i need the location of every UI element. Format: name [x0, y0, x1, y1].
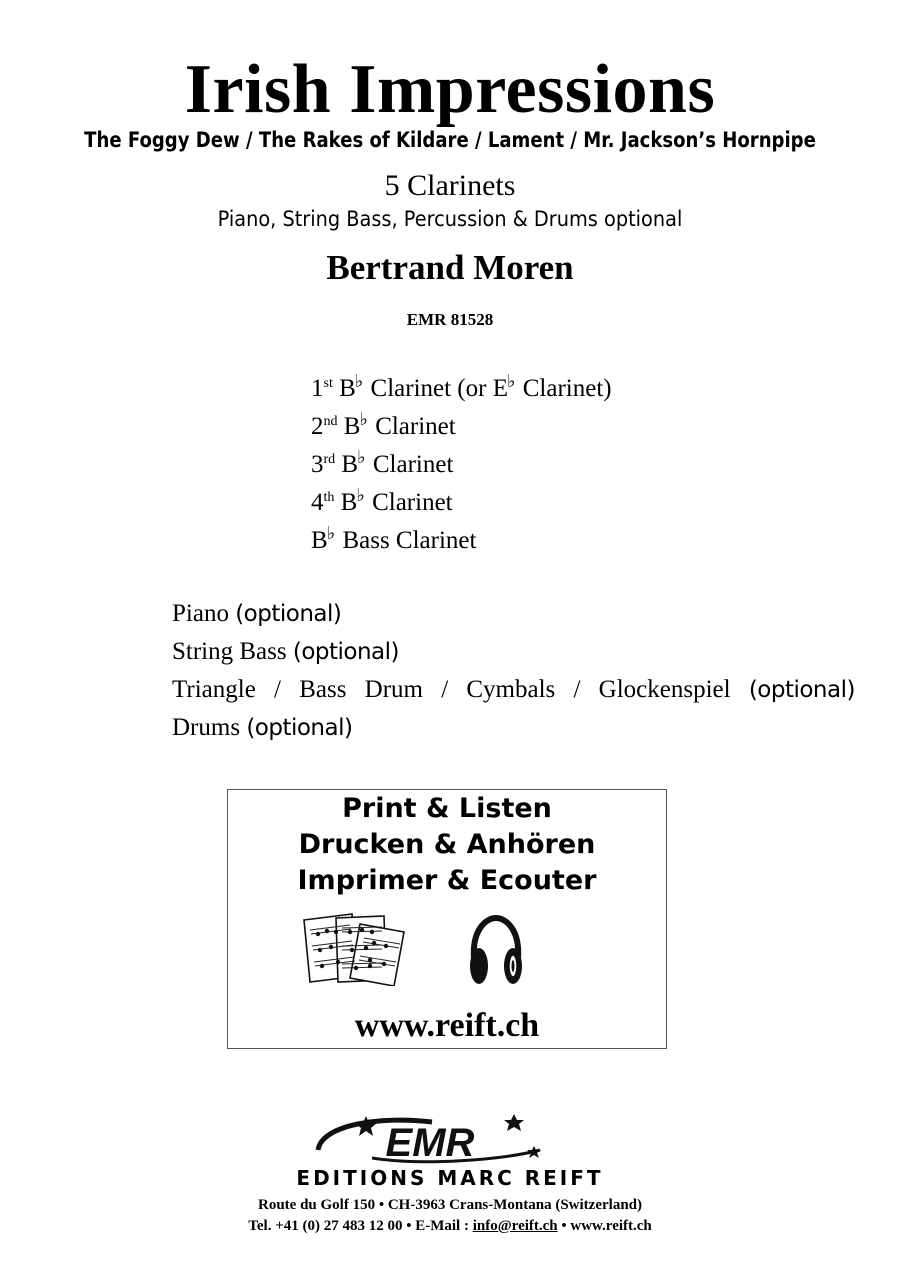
promo-line-german: Drucken & Anhören — [298, 829, 596, 860]
publisher-name: EDITIONS MARC REIFT — [296, 1166, 604, 1190]
page-title: Irish Impressions — [184, 51, 716, 128]
composer: Bertrand Moren — [326, 248, 574, 287]
promo-line-french: Imprimer & Ecouter — [297, 865, 597, 896]
logo-text: EMR — [385, 1121, 475, 1165]
subtitle: The Foggy Dew / The Rakes of Kildare / Lament / Mr. Jackson’s Hornpipe — [84, 128, 816, 152]
instrumentation: 5 Clarinets — [384, 169, 516, 202]
part-3: 3rd B♭ Clarinet — [311, 447, 454, 478]
optional-instruments: Piano, String Bass, Percussion & Drums optional — [217, 207, 683, 231]
optional-parts-list — [172, 595, 862, 747]
part-5: B♭ Bass Clarinet — [311, 523, 477, 554]
promo-url[interactable]: www.reift.ch — [354, 1007, 540, 1044]
part-4: 4th B♭ Clarinet — [311, 485, 453, 516]
print-listen-box — [227, 789, 667, 1049]
promo-line-english: Print & Listen — [342, 793, 552, 824]
part-2: 2nd B♭ Clarinet — [311, 409, 456, 440]
parts-list — [311, 370, 811, 560]
publisher-address: Route du Golf 150 • CH-3963 Crans-Montana (Switzerland) — [258, 1197, 642, 1213]
optional-part-string-bass: String Bass (optional) — [172, 638, 400, 665]
email-link[interactable]: info@reift.ch — [472, 1218, 558, 1234]
optional-part-piano: Piano (optional) — [172, 600, 342, 627]
optional-part-drums: Drums (optional) — [172, 714, 353, 741]
website-link[interactable]: • www.reift.ch — [557, 1218, 652, 1234]
part-1: 1st B♭ Clarinet (or E♭ Clarinet) — [311, 371, 612, 402]
sheet-music-icon — [300, 910, 412, 986]
headphones-icon — [466, 914, 526, 990]
optional-part-percussion: Triangle / Bass Drum / Cymbals / Glockenspiel (optional) — [172, 676, 855, 703]
catalog-number: EMR 81528 — [406, 310, 494, 329]
emr-logo — [312, 1110, 544, 1168]
publisher-contact: Tel. +41 (0) 27 483 12 00 • E-Mail : info@reift.ch • www.reift.ch — [248, 1218, 652, 1234]
